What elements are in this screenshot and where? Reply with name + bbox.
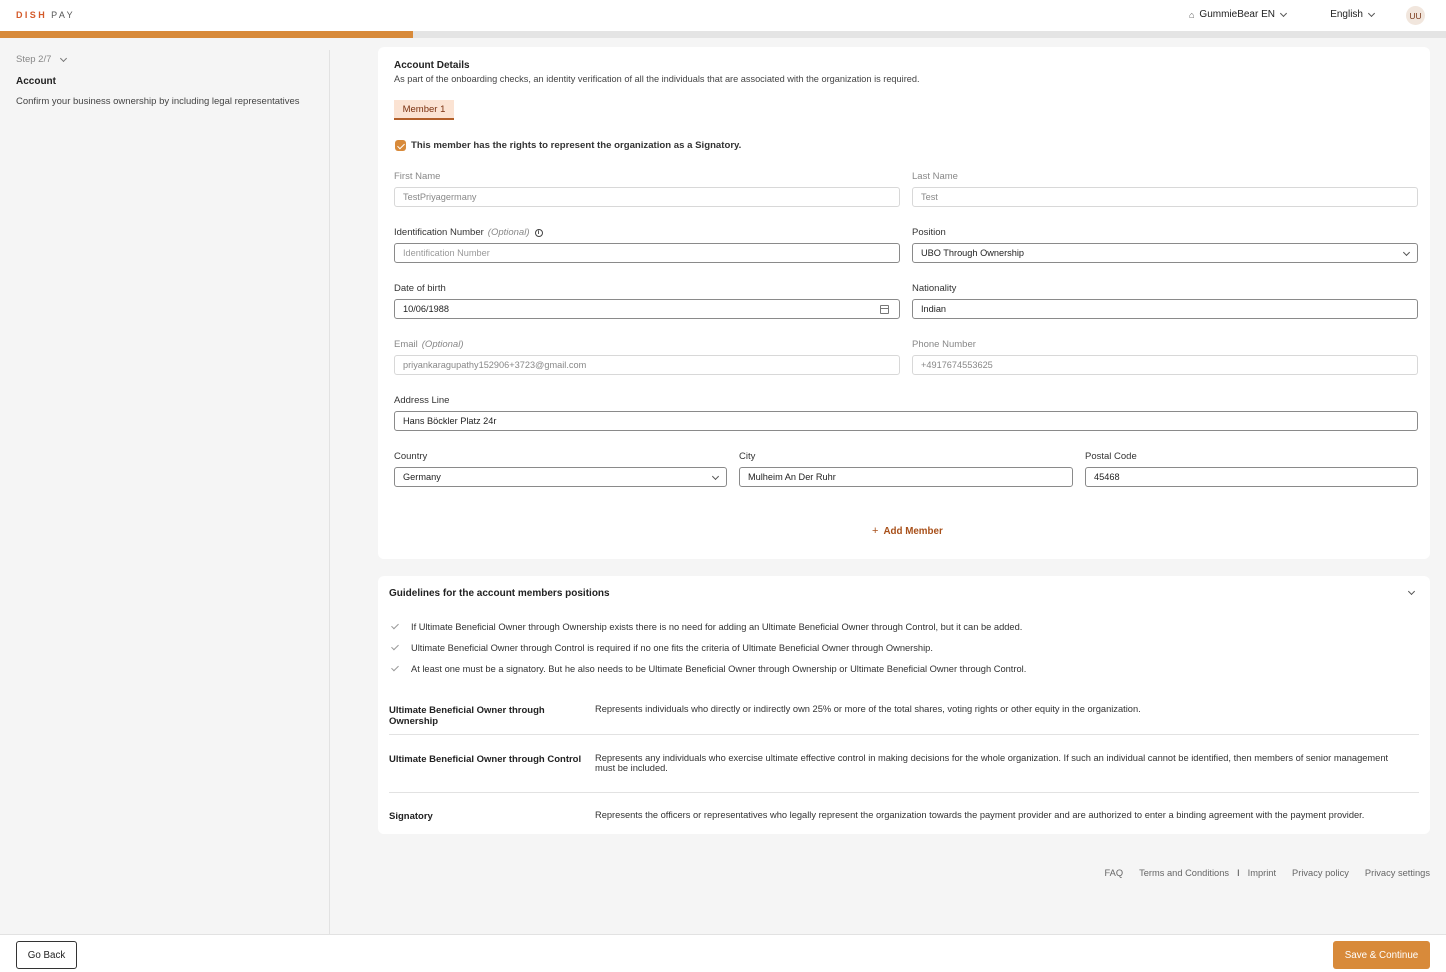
check-icon: [391, 663, 399, 671]
step-sidebar: [0, 50, 330, 934]
city-field: [739, 451, 1073, 487]
language-selector[interactable]: [1330, 9, 1374, 20]
check-icon: [391, 621, 399, 629]
home-icon: ⌂: [1188, 9, 1195, 20]
restaurant-selector[interactable]: [1189, 9, 1286, 20]
account-details-title: Account Details: [394, 60, 470, 71]
nationality-label: Nationality: [912, 283, 957, 294]
check-icon: [391, 642, 399, 650]
logo-dish-text: DISH: [16, 10, 48, 20]
account-details-card: [378, 47, 1430, 559]
country-field: [394, 451, 727, 487]
postal-code-input[interactable]: 45468: [1085, 467, 1418, 487]
logo-pay-text: PAY: [51, 10, 75, 20]
city-input[interactable]: Mulheim An Der Ruhr: [739, 467, 1073, 487]
phone-number-field: [912, 339, 1418, 375]
add-member-button[interactable]: [872, 525, 943, 537]
step-title: Account: [16, 76, 56, 87]
address-line-label: Address Line: [394, 395, 450, 406]
definition-term: Ultimate Beneficial Owner through Control: [389, 754, 582, 765]
plus-icon: +: [872, 525, 879, 537]
definition-description: Represents any individuals who exercise ultimate effective control in making decisions for the whole organization. If such an individual cannot be identified, then members of senior management must be included.: [595, 753, 1389, 773]
last-name-field: [912, 171, 1418, 207]
chevron-down-icon: [1403, 249, 1410, 256]
date-of-birth-field: [394, 283, 900, 319]
restaurant-name: GummieBear EN: [1199, 9, 1275, 20]
identification-number-field: [394, 227, 900, 263]
country-label: Country: [394, 451, 428, 462]
signatory-label: This member has the rights to represent the organization as a Signatory.: [411, 140, 742, 151]
signatory-checkbox-row[interactable]: [395, 140, 741, 151]
address-line-input[interactable]: Hans Böckler Platz 24r: [394, 411, 1418, 431]
signatory-checkbox[interactable]: [395, 140, 406, 151]
email-input[interactable]: priyankaragupathy152906+3723@gmail.com: [394, 355, 900, 375]
country-select[interactable]: [394, 467, 727, 487]
guideline-text: If Ultimate Beneficial Owner through Ownership exists there is no need for adding an Ultimate Beneficial Owner through Control, but it can be added.: [411, 621, 1023, 632]
language-label: English: [1330, 9, 1363, 20]
country-value: Germany: [403, 472, 441, 482]
address-line-field: [394, 395, 1418, 431]
date-of-birth-value: 10/06/1988: [403, 304, 449, 314]
user-avatar[interactable]: UU: [1406, 6, 1425, 25]
position-label: Position: [912, 227, 946, 238]
go-back-button[interactable]: Go Back: [16, 941, 77, 969]
onboarding-progress-bar: [0, 31, 1446, 38]
definition-term: Ultimate Beneficial Owner through Ownership: [389, 705, 545, 727]
nationality-field: [912, 283, 1418, 319]
email-field: [394, 339, 900, 375]
first-name-label: First Name: [394, 171, 441, 182]
optional-tag: (Optional): [421, 339, 464, 350]
optional-tag: (Optional): [487, 227, 530, 238]
dish-pay-logo[interactable]: [16, 10, 75, 20]
top-header: [0, 0, 1446, 31]
chevron-down-icon: [1368, 9, 1375, 16]
definition-description: Represents individuals who directly or indirectly own 25% or more of the total shares, voting rights or other equity in the organization.: [595, 704, 1141, 714]
privacy-settings-link[interactable]: Privacy settings: [1364, 868, 1430, 878]
date-of-birth-label: Date of birth: [394, 283, 446, 294]
position-value: UBO Through Ownership: [921, 248, 1024, 258]
chevron-down-icon: [60, 54, 67, 61]
postal-code-field: [1085, 451, 1418, 487]
definition-row: [389, 753, 1419, 773]
info-icon[interactable]: i: [535, 229, 543, 237]
imprint-link[interactable]: Imprint: [1247, 868, 1277, 878]
divider: [389, 792, 1419, 793]
terms-link[interactable]: Terms and Conditions: [1139, 868, 1230, 878]
phone-number-label: Phone Number: [912, 339, 976, 350]
last-name-input[interactable]: Test: [912, 187, 1418, 207]
step-subtitle: Confirm your business ownership by including legal representatives: [16, 96, 300, 107]
definition-row: [389, 810, 1419, 822]
guidelines-card: [378, 576, 1430, 834]
faq-link[interactable]: FAQ: [1104, 868, 1124, 878]
email-label: [394, 339, 900, 350]
step-dropdown[interactable]: [16, 54, 66, 65]
guidelines-title[interactable]: Guidelines for the account members positions: [389, 588, 610, 599]
date-of-birth-input[interactable]: [394, 299, 900, 319]
account-details-description: As part of the onboarding checks, an identity verification of all the individuals that are associated with the organization is required.: [394, 74, 920, 84]
add-member-label: Add Member: [883, 525, 943, 537]
identification-number-input[interactable]: Identification Number: [394, 243, 900, 263]
email-label-text: Email: [394, 339, 418, 350]
list-item: [391, 637, 1026, 658]
step-label: Step 2/7: [16, 54, 52, 65]
chevron-down-icon: [1280, 9, 1287, 16]
nationality-input[interactable]: Indian: [912, 299, 1418, 319]
calendar-icon[interactable]: [880, 305, 889, 314]
save-continue-button[interactable]: Save & Continue: [1333, 941, 1430, 969]
first-name-field: [394, 171, 900, 207]
divider: [389, 734, 1419, 735]
city-label: City: [739, 451, 756, 462]
chevron-down-icon: [712, 473, 719, 480]
definition-row: [389, 704, 1419, 727]
definition-description: Represents the officers or representatives who legally represent the organization towards the payment provider and are authorized to enter a binding agreement with the payment provider.: [595, 810, 1365, 820]
bottom-action-bar: [0, 934, 1446, 972]
privacy-policy-link[interactable]: Privacy policy: [1292, 868, 1349, 878]
identification-number-label: [394, 227, 900, 238]
link-separator: I: [1237, 868, 1240, 878]
chevron-down-icon[interactable]: [1408, 588, 1415, 595]
identification-number-label-text: Identification Number: [394, 227, 484, 238]
position-field: [912, 227, 1418, 263]
list-item: [391, 658, 1026, 679]
guideline-text: At least one must be a signatory. But he also needs to be Ultimate Beneficial Owner through Ownership or Ultimate Beneficial Owner through Control.: [411, 663, 1027, 674]
list-item: [391, 616, 1026, 637]
position-select[interactable]: [912, 243, 1418, 263]
footer-links: [1089, 868, 1431, 878]
tab-member-1[interactable]: Member 1: [394, 100, 454, 120]
guideline-text: Ultimate Beneficial Owner through Control is required if no one fits the criteria of Ultimate Beneficial Owner through Ownership.: [411, 642, 933, 653]
first-name-input[interactable]: TestPriyagermany: [394, 187, 900, 207]
last-name-label: Last Name: [912, 171, 958, 182]
guidelines-list: [391, 616, 1026, 679]
postal-code-label: Postal Code: [1085, 451, 1137, 462]
definition-term: Signatory: [389, 811, 433, 822]
phone-number-input[interactable]: +4917674553625: [912, 355, 1418, 375]
progress-fill: [0, 31, 413, 38]
